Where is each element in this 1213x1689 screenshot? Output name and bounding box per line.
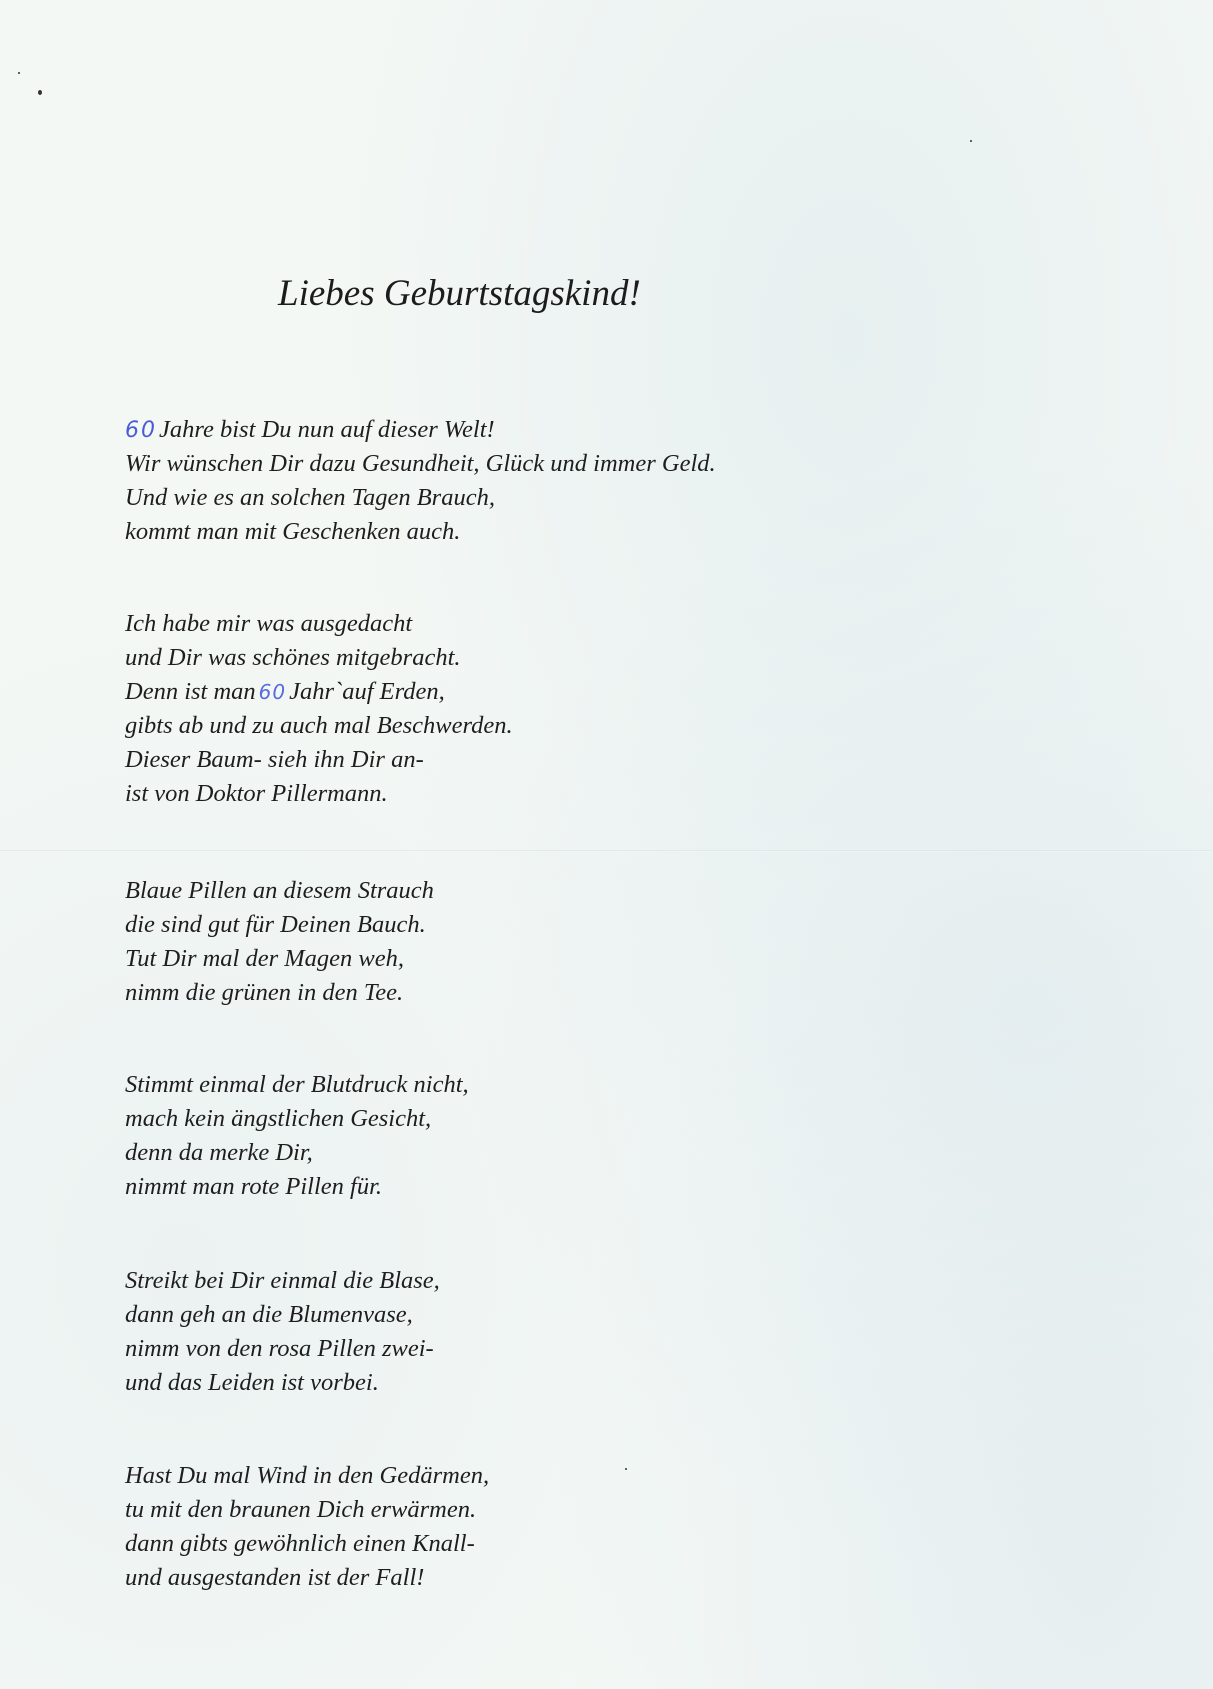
poem-line: Wir wünschen Dir dazu Gesundheit, Glück und immer Geld. [125, 450, 716, 477]
poem-line: Dieser Baum- sieh ihn Dir an- [125, 746, 424, 773]
poem-line: nimmt man rote Pillen für. [125, 1173, 383, 1200]
poem-line: 60Jahre bist Du nun auf dieser Welt! [125, 416, 495, 443]
handwritten-age: 60 [125, 418, 157, 443]
poem-stanza [125, 413, 716, 549]
poem-line: Tut Dir mal der Magen weh, [125, 945, 405, 972]
poem-title: Liebes Geburtstagskind! [278, 273, 641, 314]
poem-line: Streikt bei Dir einmal die Blase, [125, 1267, 440, 1294]
poem-line: Stimmt einmal der Blutdruck nicht, [125, 1071, 469, 1098]
poem-line: Ich habe mir was ausgedacht [125, 610, 413, 637]
poem-stanza [125, 1068, 469, 1204]
poem-line: nimm die grünen in den Tee. [125, 979, 404, 1006]
poem-stanza [125, 1264, 440, 1400]
poem-line: und das Leiden ist vorbei. [125, 1369, 379, 1396]
poem-line: Hast Du mal Wind in den Gedärmen, [125, 1462, 490, 1489]
poem-line: Und wie es an solchen Tagen Brauch, [125, 484, 495, 511]
poem-line: kommt man mit Geschenken auch. [125, 518, 461, 545]
poem-line: tu mit den braunen Dich erwärmen. [125, 1496, 477, 1523]
poem-line: mach kein ängstlichen Gesicht, [125, 1105, 432, 1132]
poem-stanza [125, 607, 513, 811]
handwritten-age: 60 [258, 680, 287, 704]
poem-line: und ausgestanden ist der Fall! [125, 1564, 425, 1591]
poem-line: Blaue Pillen an diesem Strauch [125, 877, 434, 904]
paper-speck [970, 140, 972, 142]
paper-speck [625, 1468, 627, 1470]
poem-line: nimm von den rosa Pillen zwei- [125, 1335, 434, 1362]
poem-stanza [125, 1459, 489, 1595]
poem-line: gibts ab und zu auch mal Beschwerden. [125, 712, 513, 739]
poem-line: und Dir was schönes mitgebracht. [125, 644, 461, 671]
poem-line: dann gibts gewöhnlich einen Knall- [125, 1530, 475, 1557]
poem-line: ist von Doktor Pillermann. [125, 780, 388, 807]
poem-stanza [125, 874, 434, 1010]
paper-speck [38, 90, 42, 95]
poem-line: denn da merke Dir, [125, 1139, 313, 1166]
poem-line: Denn ist man 60 Jahr`auf Erden, [125, 678, 445, 705]
paper-fold-line [0, 850, 1213, 852]
paper-speck [18, 72, 20, 74]
poem-line: die sind gut für Deinen Bauch. [125, 911, 426, 938]
poem-line: dann geh an die Blumenvase, [125, 1301, 413, 1328]
